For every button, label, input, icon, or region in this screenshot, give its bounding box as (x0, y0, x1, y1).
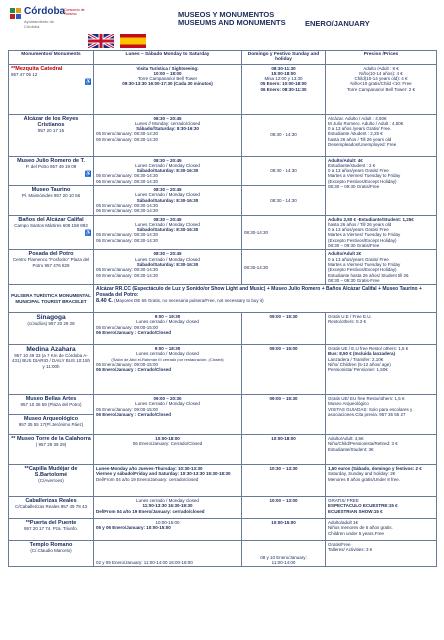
sunday-cell: 10:00 – 13:00 (242, 497, 326, 519)
weekday-cell: 08:30 – 20:45 Lunes Cerrado / Monday Closed Sábado/Saturday: 8:30-16:30 05 Enero/January: 08:30-14:30 06 Enero/January: 08:30-14:30 (94, 250, 242, 285)
sunday-cell: 08:30 - 14:30 (242, 114, 326, 156)
page-header (0, 0, 444, 48)
wheelchair-icon: ♿ (85, 170, 92, 177)
weekday-cell: Lunes-Monday a/to Jueves-Thursday: 10:30-13:30 Viernes y sábado/Friday and Saturday: 10:30-13:30 15:30-18:30 Del/From 04 a/to 19 Enero/January: cerrado/closed (94, 465, 242, 497)
monument-cell: Posada del Potro Centro Flamenco "Fosforito" Plaza del Potro 957 476 829 (9, 250, 94, 285)
weekday-cell: 10:00-15:00 05 y 06 Enero/January: 10:00-15:00 (94, 519, 242, 541)
monument-cell: Museo Taurino Pl. Maimónides 957 20 10 56 (9, 186, 94, 215)
sunday-cell: 10:00-15:00 (242, 519, 326, 541)
monument-cell: **Capilla Mudéjar de S.Bartolomé (C/Averroes) (9, 465, 94, 497)
logo-subtitle: Ayuntamiento de Córdoba (24, 19, 54, 29)
prices-cell: GRATIS/ FREE ESPECTACULO ECUESTRE:15 € ECUESTRIAN SHOW:15 € (326, 497, 437, 519)
sunday-cell: 10:00-18:00 (242, 435, 326, 465)
monument-cell: Caballerizas Reales C/Caballerizas Reales 957 49 78 43 (9, 497, 94, 519)
table-row (9, 64, 437, 114)
weekday-cell: 02 y 09 Enero/January: 11:00-14:00 16:00-18:00 (94, 541, 242, 567)
weekday-cell: 9:00 – 19:30 Lunes cerrado / Monday closed 05 Enero/January: 09:00-15:00 06 Enero/January : Cerrado/Closed (94, 313, 242, 345)
table-row (9, 285, 437, 313)
table-row (9, 345, 437, 395)
table-row (9, 215, 437, 250)
weekday-cell: Visita Turística / Sightseeing: 10:00 – 18:00 Torre Campanario/ Bell Tower 09:30-13:30 16:00-17:30 (Cada 30 minutos) (94, 64, 242, 114)
weekday-cell: 10:00-18:00 06 Enero/January: Cerrado/Closed (94, 435, 242, 465)
weekday-cell: Lunes cerrado / Monday closed 11:00-13:30 16:30-19:30 Del/From 04 a/to 19 Enero/January: cerrado/closed (94, 497, 242, 519)
prices-cell: Adulto/Adult: 4,5€ Niño/Child/Pensionista/Retired: 3 € Estudiante/Student: 3€ (326, 435, 437, 465)
sunday-cell: 08:30-14:30 (242, 215, 326, 250)
prices-cell: Alcázar. Adulto / Adult : 4,50€ M Julio Romero. Adulto / Adult : 4,50€ 0 a 13 años /years Gratis/ Free. Estudiante /student : 2,25 € hasta 26 años / Till 26 years old Desempleados/Unemployed: Free (326, 114, 437, 156)
uk-flag-icon (88, 34, 114, 48)
table-row (9, 156, 437, 185)
monument-cell: ** Museo Torre de la Calahorra ( 957 29 39 29) (9, 435, 94, 465)
weekday-cell: 08:30 – 20:45 Lunes // Monday: cerrado/closed Sábado//Saturday: 8:30-16:30 05 Enero/January: 08:30-14:30 06 Enero/January: 08:30-14:30 (94, 114, 242, 156)
table-row (9, 395, 437, 415)
monument-cell: PULSERA TURÍSTICA MONUMENTAL MUNICIPAL TOURIST BRACELET (9, 285, 94, 313)
prices-cell: Adulto/Adult: 4€ Estudiante/student : 2 € 0 a 13 años/years Gratis/ Free Martes a Viernes/ Tuesday to Friday (Excepto Festivos/Except Holiday) 08:30 – 09:30 Gratis/Free (326, 156, 437, 215)
sunday-cell: 08:30-14:30 (242, 250, 326, 285)
prices-cell: Adulto/adult 1€ Niños menores de 5 años gratis. Children under 5 years.Free (326, 519, 437, 541)
logo-consortium: Consorcio de Turismo (64, 8, 85, 16)
logo-text: Córdoba (24, 6, 66, 17)
weekday-cell: 9:00 – 18:30 Lunes cerrado / Monday closed (Salón de Abd el-Rahmán III cerrado por restauración. (Closed) 05 Enero/January: 09:00-15:00 06 Enero/January : Cerrado/Closed (94, 345, 242, 395)
sunday-cell: 08:30 - 14:30 (242, 156, 326, 185)
schedule-table (8, 50, 437, 567)
sunday-cell: 09:00 – 15:00 (242, 345, 326, 395)
table-row (9, 497, 437, 519)
prices-cell: Gratis/Free Talleres/ Activities: 3 € (326, 541, 437, 567)
weekday-cell: 08:30 – 20:45 Lunes Cerrado / Monday Closed Sábado/Saturday: 8:30-16:30 05 Enero/January: 08:30-14:30 06 Enero/January: 08:30-14:30 (94, 215, 242, 250)
spain-flag-icon (120, 34, 146, 48)
monument-cell: Museo Julio Romero de T. P. del Potro 957 49 19 09 ♿ (9, 156, 94, 185)
prices-cell: Adulto /Adult : 8 € Niño(10-14 años): 4 € Child(10-14 years old): 4 € Niño<10 gratis/Child <10: Free Torre Campanario/ Bell Tower: 2 € (326, 64, 437, 114)
cordoba-logo-icon (10, 8, 22, 20)
sunday-cell: 08:30 - 14:30 (242, 186, 326, 215)
prices-cell: Gratis UE/ EU free Resto/others: 1,5 € Museo Arqueológico VISITAS GUIADAS: Solo para escolares y asociaciones.Cita previa. 957 35 55 27 (326, 395, 437, 435)
weekday-cell: 08:30 – 20:45 Lunes Cerrado / Monday Closed Sábado/Saturday: 8:30-16:30 05 Enero/January: 08:30-14:30 06 Enero/January: 08:30-14:30 (94, 186, 242, 215)
table-row (9, 114, 437, 156)
wheelchair-icon: ♿ (85, 229, 92, 236)
col-header-monuments: Monumentos/ Monuments (9, 51, 94, 65)
prices-cell: Gratis U.E / Free E.U. Resto/others: 0.3 € (326, 313, 437, 345)
table-header-row (9, 51, 437, 65)
monument-cell: Baños del Alcázar Califal Campo Santos Mártires 608 158 893 ♿ (9, 215, 94, 250)
prices-cell: Adulto/Adult 2€ 0 a 13 años/years Gratis/ Free Martes a Viernes/ Tuesday to Friday (Excepto Festivos/Except Holiday) Estudiante hasta 26 años/ Student till 26 08:30 – 09:30 Gratis-Free (326, 250, 437, 285)
monument-cell: Medina Azahara 957 10 49 33 (a 7 Km de Córdoba A-431) BUS DIARIO / DAILY BUS 10:15h y 11:00h (9, 345, 94, 395)
table-row (9, 435, 437, 465)
table-row (9, 541, 437, 567)
monument-cell: Museo Arqueológico 957 35 55 17(Pl.Jerónimo Páez) (9, 415, 94, 435)
bracelet-cell: Alcázar RR.CC (Espectáculo de Luz y Sonido/or Show Light and Music) + Museo Julio Romero + Baños Alcázar Califal + Museo Taurino + Posada del Potro: 8.40 €. (Mayores DE 65 Gratis, no necesaria pulsera/Free, not necessary to buy it) (94, 285, 437, 313)
prices-cell: 1,50 euros (Sábado, domingo y festivos: 2 € Saturday, Sunday and holiday: 2€ Menores 8 años gratis/Under 8 free. (326, 465, 437, 497)
sunday-cell: 10:30 – 13:30 (242, 465, 326, 497)
table-row (9, 519, 437, 541)
weekday-cell: 09:00 – 20:30 Lunes Cerrado / Monday Closed 05 Enero/January: 09:00-15:00 06 Enero/January : Cerrado/Closed (94, 395, 242, 435)
table-row (9, 250, 437, 285)
document-month: ENERO/JANUARY (305, 19, 370, 28)
monument-cell: Alcázar de los Reyes Cristianos 957 20 17 16 (9, 114, 94, 156)
sunday-cell: 09:00 – 15:30 (242, 313, 326, 345)
monument-cell: Museo Bellas Artes 957 10 36 59 (Plaza del Potro) (9, 395, 94, 415)
monument-cell: **Puerta del Puente 957 20 17 74. Pza. Triunfo. (9, 519, 94, 541)
monument-cell: Templo Romano (C/.Claudio Marcelo) (9, 541, 94, 567)
sunday-cell: 09:00 – 15:30 (242, 395, 326, 435)
prices-cell: Gratis UE / E.U free Resto/ others: 1,5 € Bus: 8,50 € (Incluida lanzadera) Lanzadera / Transfer: 2,10€ Niño/ Children (5-12 años/ age) Pensionista/ Pensioner: 1,50€ (326, 345, 437, 395)
table-row (9, 313, 437, 345)
weekday-cell: 08:30 – 20:45 Lunes Cerrado / Monday Closed Sábado/Saturday: 8:30-16:30 05 Enero/January: 08:30-14:30 06 Enero/January: 08:30-14:30 (94, 156, 242, 185)
monument-cell: **Mezquita Catedral 957 47 05 12 ♿ (9, 64, 94, 114)
sunday-cell: 08 y 10 Enero/January: 11:00-14:00 (242, 541, 326, 567)
sunday-cell: 08:30-11:30 15:00-18:00 Misa 12:00 y 13:30 05 Enero: 10:00-18:00 06 Enero: 08:30-11:30 (242, 64, 326, 114)
col-header-weekdays: Lunes – Sábado Monday to Saturday (94, 51, 242, 65)
col-header-sunday: Domingo y Festivo Sunday and holiday (242, 51, 326, 65)
col-header-prices: Precios /Prices (326, 51, 437, 65)
wheelchair-icon: ♿ (85, 78, 92, 85)
document-title: MUSEOS Y MONUMENTOS MUSEUMS AND MONUMENTS (178, 10, 286, 27)
table-row (9, 465, 437, 497)
prices-cell: Adulto 2,50 € -Estudiante/Student: 1,25€ hasta 26 años / Till 26 years old 0 a 13 años/years Gratis/ Free Martes a Viernes/ Tuesday to Friday (Excepto Festivos/Except Holiday) 08:30 – 09:30 Gratis/Free (326, 215, 437, 250)
monument-cell: Sinagoga (c/Judíos) 957 20 29 28 (9, 313, 94, 345)
